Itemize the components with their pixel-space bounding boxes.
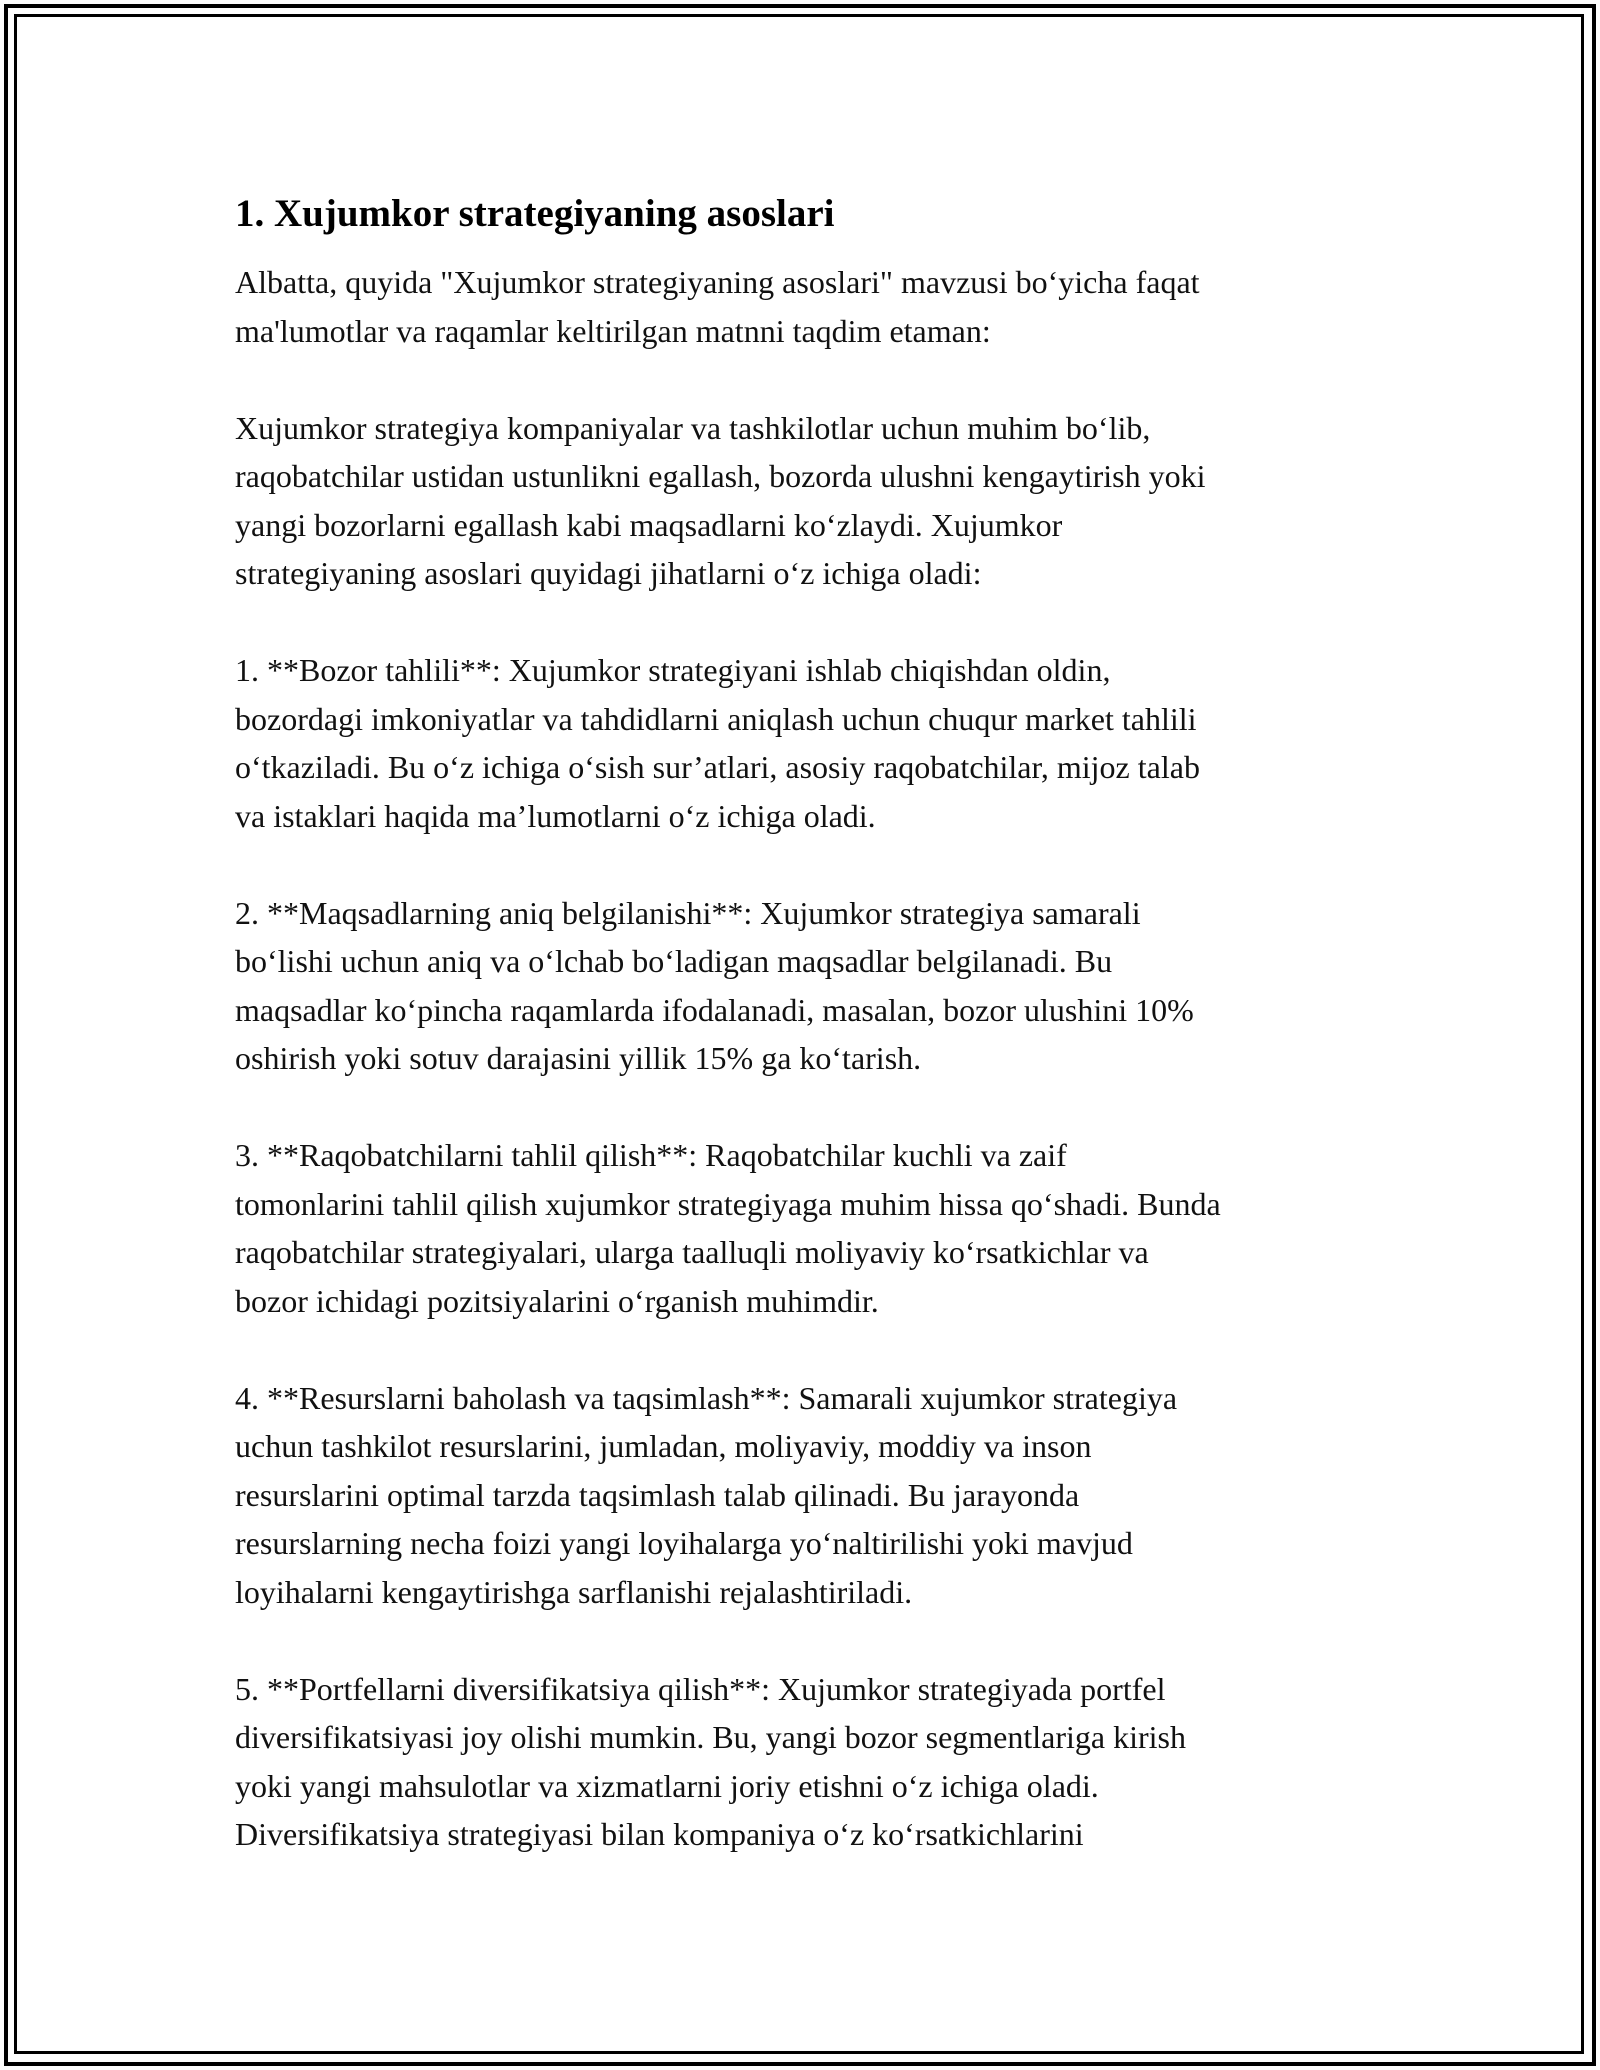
paragraph — [235, 889, 1375, 1083]
text-line: uchun tashkilot resurslarini, jumladan, moliyaviy, moddiy va inson — [235, 1428, 1092, 1464]
paragraph — [235, 1131, 1375, 1325]
text-line: Diversifikatsiya strategiyasi bilan kompaniya o‘z ko‘rsatkichlarini — [235, 1816, 1084, 1852]
text-line: 3. **Raqobatchilarni tahlil qilish**: Raqobatchilar kuchli va zaif — [235, 1137, 1067, 1173]
text-line: Albatta, quyida "Xujumkor strategiyaning asoslari" mavzusi bo‘yicha faqat — [235, 264, 1200, 300]
text-line: va istaklari haqida ma’lumotlarni o‘z ichiga oladi. — [235, 797, 876, 834]
text-line: tomonlarini tahlil qilish xujumkor strategiyaga muhim hissa qo‘shadi. Bunda — [235, 1185, 1221, 1222]
paragraph — [235, 1374, 1375, 1617]
text-line: 2. **Maqsadlarning aniq belgilanishi**: Xujumkor strategiya samarali — [235, 894, 1141, 931]
text-line: oshirish yoki sotuv darajasini yillik 15% ga ko‘tarish. — [235, 1040, 922, 1076]
text-line: yoki yangi mahsulotlar va xizmatlarni joriy etishni o‘z ichiga oladi. — [235, 1767, 1099, 1804]
paragraph — [235, 404, 1375, 598]
paragraph-list — [235, 258, 1375, 1859]
text-line: diversifikatsiyasi joy olishi mumkin. Bu, yangi bozor segmentlariga kirish — [235, 1719, 1186, 1755]
paragraph — [235, 258, 1375, 355]
text-line: bozordagi imkoniyatlar va tahdidlarni aniqlash uchun chuqur market tahlili — [235, 700, 1197, 737]
text-line: maqsadlar ko‘pincha raqamlarda ifodalanadi, masalan, bozor ulushini 10% — [235, 991, 1194, 1028]
text-line: resurslarning necha foizi yangi loyihalarga yo‘naltirilishi yoki mavjud — [235, 1525, 1133, 1561]
paragraph — [235, 646, 1375, 840]
text-line: Xujumkor strategiya kompaniyalar va tashkilotlar uchun muhim bo‘lib, — [235, 409, 1151, 446]
text-line: strategiyaning asoslari quyidagi jihatlarni o‘z ichiga oladi: — [235, 555, 982, 591]
text-line: raqobatchilar ustidan ustunlikni egallash, bozorda ulushni kengaytirish yoki — [235, 458, 1206, 494]
paragraph — [235, 1665, 1375, 1859]
text-line: yangi bozorlarni egallash kabi maqsadlarni ko‘zlaydi. Xujumkor — [235, 506, 1063, 543]
document-heading: 1. Xujumkor strategiyaning asoslari — [235, 192, 835, 235]
text-line: 4. **Resurslarni baholash va taqsimlash**: Samarali xujumkor strategiya — [235, 1379, 1178, 1416]
text-line: bozor ichidagi pozitsiyalarini o‘rganish muhimdir. — [235, 1282, 879, 1319]
text-line: bo‘lishi uchun aniq va o‘lchab bo‘ladigan maqsadlar belgilanadi. Bu — [235, 943, 1113, 979]
document-body — [235, 186, 1375, 1907]
text-line: raqobatchilar strategiyalari, ularga taalluqli moliyaviy ko‘rsatkichlar va — [235, 1234, 1149, 1270]
text-line: ma'lumotlar va raqamlar keltirilgan matnni taqdim etaman: — [235, 312, 991, 349]
text-line: 5. **Portfellarni diversifikatsiya qilish**: Xujumkor strategiyada portfel — [235, 1670, 1166, 1707]
text-line: loyihalarni kengaytirishga sarflanishi rejalashtiriladi. — [235, 1573, 913, 1610]
text-line: o‘tkaziladi. Bu o‘z ichiga o‘sish sur’atlari, asosiy raqobatchilar, mijoz talab — [235, 749, 1200, 785]
text-line: resurslarini optimal tarzda taqsimlash talab qilinadi. Bu jarayonda — [235, 1476, 1080, 1513]
text-line: 1. **Bozor tahlili**: Xujumkor strategiyani ishlab chiqishdan oldin, — [235, 652, 1111, 688]
